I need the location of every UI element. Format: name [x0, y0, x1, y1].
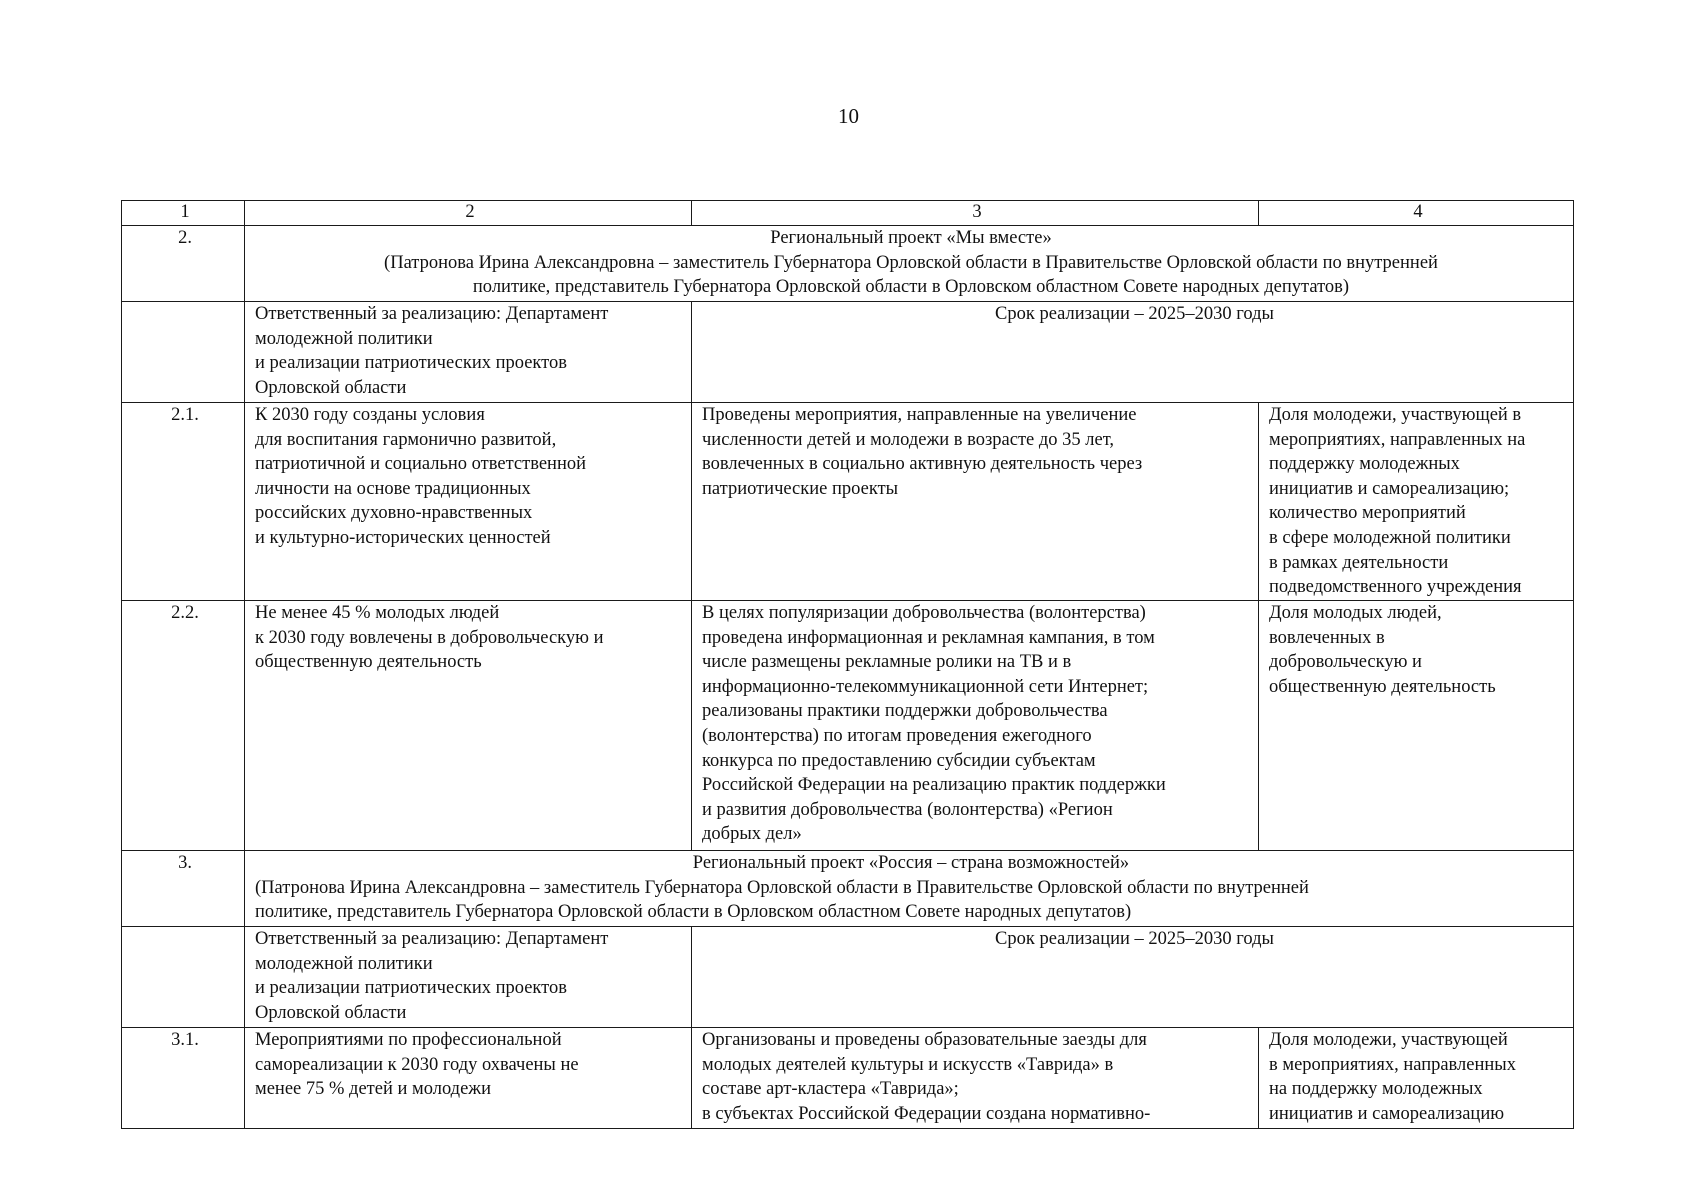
- indicator-line: мероприятиях, направленных на: [1269, 429, 1526, 450]
- project-2-title-row: [122, 226, 1574, 302]
- result-line: Проведены мероприятия, направленные на увеличение: [702, 405, 1137, 425]
- result-line: (волонтерства) по итогам проведения ежегодного: [702, 725, 1092, 746]
- indicator-line: вовлеченных в: [1269, 627, 1385, 648]
- indicator-line: в сфере молодежной политики: [1269, 527, 1511, 548]
- column-number-4: 4: [1259, 201, 1574, 226]
- table-row: [122, 1028, 1574, 1129]
- project-3-title-row: [122, 851, 1574, 927]
- project-3-number: 3.: [122, 851, 245, 927]
- project-3-title-cell: [245, 851, 1574, 927]
- result-line: Организованы и проведены образовательные заезды для: [702, 1030, 1147, 1050]
- indicator-line: подведомственного учреждения: [1269, 577, 1522, 598]
- row-goal: [245, 1028, 692, 1129]
- indicator-line: инициатив и самореализацию: [1269, 1103, 1505, 1124]
- project-2-title: Региональный проект «Мы вместе»: [770, 228, 1052, 248]
- row-number: 3.1.: [122, 1028, 245, 1129]
- project-2-term: Срок реализации – 2025–2030 годы: [692, 302, 1574, 403]
- indicator-line: Доля молодежи, участвующей в: [1269, 405, 1522, 425]
- result-line: в субъектах Российской Федерации создана нормативно-: [702, 1103, 1151, 1124]
- goal-line: российских духовно-нравственных: [255, 503, 533, 524]
- goal-line: Мероприятиями по профессиональной: [255, 1030, 562, 1050]
- project-3-term: Срок реализации – 2025–2030 годы: [692, 927, 1574, 1028]
- goal-line: Не менее 45 % молодых людей: [255, 603, 500, 623]
- indicator-line: Доля молодых людей,: [1269, 603, 1442, 623]
- indicator-line: общественную деятельность: [1269, 676, 1496, 697]
- result-line: числе размещены рекламные ролики на ТВ и в: [702, 652, 1072, 673]
- column-number-row: [122, 201, 1574, 226]
- responsible-line: Орловской области: [255, 377, 407, 398]
- result-line: В целях популяризации добровольчества (волонтерства): [702, 603, 1146, 623]
- row-result: [692, 601, 1259, 851]
- row-goal: [245, 601, 692, 851]
- project-2-responsible-row: [122, 302, 1574, 403]
- result-line: добрых дел»: [702, 824, 802, 845]
- responsible-line: и реализации патриотических проектов: [255, 978, 568, 999]
- indicator-line: на поддержку молодежных: [1269, 1079, 1483, 1100]
- responsible-line: молодежной политики: [255, 953, 433, 974]
- indicator-line: поддержку молодежных: [1269, 454, 1460, 475]
- result-line: молодых деятелей культуры и искусств «Таврида» в: [702, 1054, 1114, 1075]
- column-number-3: 3: [692, 201, 1259, 226]
- indicator-line: инициатив и самореализацию;: [1269, 478, 1510, 499]
- row-result: [692, 1028, 1259, 1129]
- responsible-line: Ответственный за реализацию: Департамент: [255, 929, 609, 949]
- indicator-line: в мероприятиях, направленных: [1269, 1054, 1516, 1075]
- responsible-line: молодежной политики: [255, 328, 433, 349]
- responsible-line: Ответственный за реализацию: Департамент: [255, 304, 609, 324]
- goal-line: патриотичной и социально ответственной: [255, 454, 586, 475]
- project-2-number: 2.: [122, 226, 245, 302]
- row-number: 2.2.: [122, 601, 245, 851]
- result-line: и развития добровольчества (волонтерства) «Регион: [702, 799, 1113, 820]
- indicator-line: Доля молодежи, участвующей: [1269, 1030, 1508, 1050]
- column-number-2: 2: [245, 201, 692, 226]
- project-2-responsible-empty: [122, 302, 245, 403]
- result-line: реализованы практики поддержки добровольчества: [702, 701, 1108, 722]
- goal-line: самореализации к 2030 году охвачены не: [255, 1054, 579, 1075]
- project-2-curator-line-2: политике, представитель Губернатора Орловской области в Орловском областном Совете народных депутатов): [472, 277, 1350, 298]
- project-2-title-cell: [245, 226, 1574, 302]
- row-indicator: [1259, 403, 1574, 601]
- column-number-1: 1: [122, 201, 245, 226]
- goal-line: менее 75 % детей и молодежи: [255, 1079, 491, 1100]
- goal-line: К 2030 году созданы условия: [255, 405, 485, 425]
- result-line: патриотические проекты: [702, 478, 899, 499]
- responsible-line: и реализации патриотических проектов: [255, 353, 568, 374]
- indicator-line: количество мероприятий: [1269, 503, 1466, 524]
- table-row: [122, 403, 1574, 601]
- goal-line: личности на основе традиционных: [255, 478, 531, 499]
- table-row: [122, 601, 1574, 851]
- project-2-responsible: [245, 302, 692, 403]
- goal-line: общественную деятельность: [255, 652, 482, 673]
- row-indicator: [1259, 601, 1574, 851]
- project-3-title: Региональный проект «Россия – страна возможностей»: [692, 853, 1130, 873]
- plan-table: [121, 200, 1574, 1129]
- indicator-line: в рамках деятельности: [1269, 552, 1449, 573]
- goal-line: к 2030 году вовлечены в добровольческую и: [255, 627, 604, 648]
- result-line: конкурса по предоставлению субсидии субъектам: [702, 750, 1096, 771]
- row-goal: [245, 403, 692, 601]
- project-2-curator-line-1: (Патронова Ирина Александровна – заместитель Губернатора Орловской области в Правительстве Орловской области по внутренней: [384, 252, 1438, 273]
- result-line: составе арт-кластера «Таврида»;: [702, 1079, 959, 1100]
- result-line: вовлеченных в социально активную деятельность через: [702, 454, 1143, 475]
- project-3-curator-line-1: (Патронова Ирина Александровна – заместитель Губернатора Орловской области в Правительстве Орловской области по внутренней: [255, 877, 1309, 898]
- row-number: 2.1.: [122, 403, 245, 601]
- indicator-line: добровольческую и: [1269, 652, 1422, 673]
- result-line: численности детей и молодежи в возрасте до 35 лет,: [702, 429, 1115, 450]
- result-line: информационно-телекоммуникационной сети Интернет;: [702, 676, 1149, 697]
- project-3-responsible-empty: [122, 927, 245, 1028]
- project-3-responsible: [245, 927, 692, 1028]
- goal-line: для воспитания гармонично развитой,: [255, 429, 557, 450]
- goal-line: и культурно-исторических ценностей: [255, 527, 551, 548]
- project-3-responsible-row: [122, 927, 1574, 1028]
- row-result: [692, 403, 1259, 601]
- result-line: Российской Федерации на реализацию практик поддержки: [702, 775, 1166, 796]
- result-line: проведена информационная и рекламная кампания, в том: [702, 627, 1155, 648]
- page-number: 10: [838, 104, 859, 128]
- project-3-curator-line-2: политике, представитель Губернатора Орловской области в Орловском областном Совете народных депутатов): [255, 902, 1132, 923]
- row-indicator: [1259, 1028, 1574, 1129]
- responsible-line: Орловской области: [255, 1002, 407, 1023]
